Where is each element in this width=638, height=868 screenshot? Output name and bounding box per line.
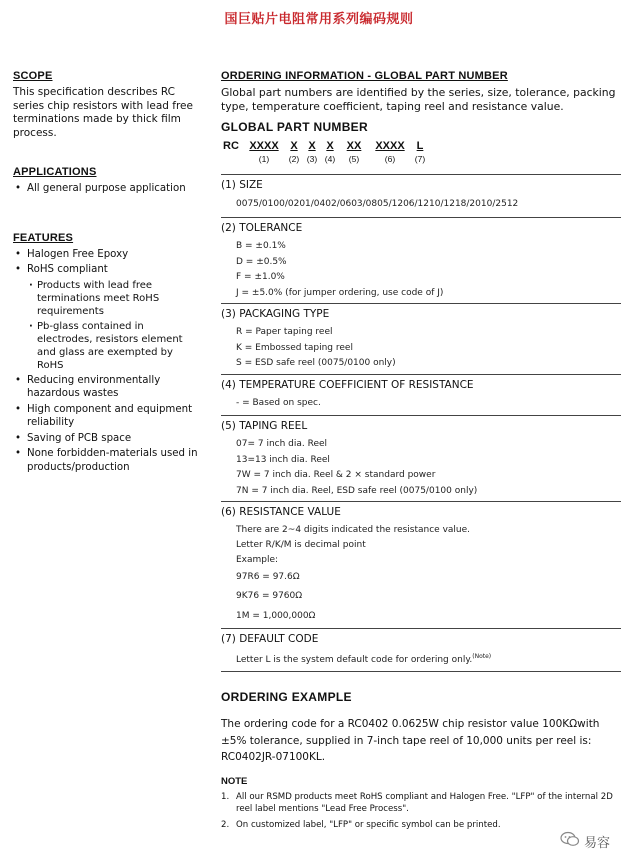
code-segment: X (3) bbox=[306, 140, 318, 164]
divider bbox=[221, 174, 621, 175]
list-item: • Reducing environmentally hazardous wastes bbox=[13, 374, 198, 401]
sub-list-item: · Products with lead free terminations meet RoHS requirements bbox=[27, 279, 198, 318]
list-item: • Halogen Free Epoxy bbox=[13, 248, 198, 262]
note-section bbox=[221, 776, 621, 832]
tolerance-item: F = ±1.0% bbox=[236, 272, 285, 282]
divider bbox=[221, 303, 621, 304]
divider bbox=[221, 628, 621, 629]
scope-heading: SCOPE bbox=[13, 70, 53, 82]
reel-item: 07= 7 inch dia. Reel bbox=[236, 439, 328, 449]
part-number-code bbox=[221, 140, 621, 170]
rohs-sublist bbox=[27, 279, 198, 372]
packaging-item: K = Embossed taping reel bbox=[236, 342, 353, 353]
sub-list-item: · Pb-glass contained in electrodes, resistors element and glass are exempted by RoHS bbox=[27, 320, 198, 372]
features-section bbox=[13, 232, 198, 475]
packaging-item: S = ESD safe reel (0075/0100 only) bbox=[236, 358, 396, 368]
reel-item: 7W = 7 inch dia. Reel & 2 × standard power bbox=[236, 470, 436, 480]
reel-title: (5) TAPING REEL bbox=[221, 420, 308, 432]
list-item: • High component and equipment reliability bbox=[13, 403, 198, 430]
default-code-title: (7) DEFAULT CODE bbox=[221, 633, 319, 645]
note-item: 1. All our RSMD products meet RoHS compliant and Halogen Free. "LFP" of the internal 2D reel label mentions "Lead Free Process". bbox=[221, 791, 613, 814]
notes-list bbox=[221, 791, 621, 832]
ordering-example-line: RC0402JR-07100KL. bbox=[221, 751, 326, 763]
resistance-item: 9K76 = 9760Ω bbox=[236, 591, 303, 601]
default-code-text: Letter L is the system default code for ordering only.$^{(Note)}$ bbox=[236, 653, 492, 665]
code-segment: L (7) bbox=[414, 140, 426, 164]
tolerance-item: D = ±0.5% bbox=[236, 256, 287, 267]
note-heading: NOTE bbox=[221, 775, 248, 787]
applications-heading: APPLICATIONS bbox=[13, 166, 97, 178]
list-item: • All general purpose application bbox=[13, 182, 198, 196]
divider bbox=[221, 374, 621, 375]
divider bbox=[221, 501, 621, 502]
resistance-title: (6) RESISTANCE VALUE bbox=[221, 506, 341, 518]
features-heading: FEATURES bbox=[13, 231, 74, 244]
left-column bbox=[13, 70, 198, 476]
size-title: (1) SIZE bbox=[221, 179, 263, 191]
ordering-example-heading: ORDERING EXAMPLE bbox=[221, 690, 352, 704]
list-item: • Saving of PCB space bbox=[13, 432, 198, 446]
page-title: 国巨贴片电阻常用系列编码规则 bbox=[224, 12, 414, 27]
list-item: • None forbidden-materials used in products/production bbox=[13, 447, 198, 474]
ordering-example-line: ±5% tolerance, supplied in 7-inch tape reel of 10,000 units per reel is: bbox=[221, 734, 592, 747]
watermark bbox=[560, 831, 610, 851]
resistance-item: Example: bbox=[236, 555, 279, 565]
size-value: 0075/0100/0201/0402/0603/0805/1206/1210/1218/2010/2512 bbox=[236, 199, 519, 209]
ordering-intro: Global part numbers are identified by the series, size, tolerance, packing type, temperature coefficient, taping reel and resistance value. bbox=[221, 86, 616, 113]
tcr-item: - = Based on spec. bbox=[236, 397, 321, 408]
divider bbox=[221, 671, 621, 672]
resistance-item: Letter R/K/M is decimal point bbox=[236, 540, 366, 550]
tolerance-title: (2) TOLERANCE bbox=[221, 222, 303, 234]
tolerance-item: B = ±0.1% bbox=[236, 241, 286, 251]
resistance-item: 97R6 = 97.6Ω bbox=[236, 572, 300, 582]
applications-list bbox=[13, 182, 198, 196]
code-segment: X (4) bbox=[324, 140, 336, 164]
tolerance-item: J = ±5.0% (for jumper ordering, use code of J) bbox=[236, 287, 444, 298]
right-column bbox=[221, 70, 621, 834]
reel-item: 13=13 inch dia. Reel bbox=[236, 454, 330, 465]
ordering-example-line: The ordering code for a RC0402 0.0625W chip resistor value 100KΩwith bbox=[221, 718, 600, 730]
code-segment: XX (5) bbox=[346, 140, 362, 164]
code-segment: XXXX (6) bbox=[375, 140, 405, 164]
divider bbox=[221, 217, 621, 218]
code-segment: XXXX (1) bbox=[249, 140, 279, 164]
resistance-item: 1M = 1,000,000Ω bbox=[236, 611, 316, 621]
packaging-item: R = Paper taping reel bbox=[236, 327, 333, 337]
ordering-heading: ORDERING INFORMATION - GLOBAL PART NUMBER bbox=[221, 70, 508, 82]
list-item-label: RoHS compliant bbox=[27, 264, 108, 275]
applications-section bbox=[13, 166, 198, 196]
resistance-item: There are 2~4 digits indicated the resistance value. bbox=[236, 525, 471, 535]
scope-text: This specification describes RC series chip resistors with lead free terminations made by thick film process. bbox=[13, 86, 193, 139]
note-ref: (Note) bbox=[472, 653, 492, 660]
code-segment: RC bbox=[223, 140, 239, 152]
reel-item: 7N = 7 inch dia. Reel, ESD safe reel (0075/0100 only) bbox=[236, 485, 478, 496]
divider bbox=[221, 415, 621, 416]
ordering-example-section bbox=[221, 690, 621, 766]
code-segment: X (2) bbox=[288, 140, 300, 164]
note-item: 2. On customized label, "LFP" or specific symbol can be printed. bbox=[221, 819, 501, 830]
packaging-title: (3) PACKAGING TYPE bbox=[221, 308, 330, 320]
global-part-number-title: GLOBAL PART NUMBER bbox=[221, 120, 368, 134]
wechat-icon bbox=[560, 831, 580, 851]
scope-section bbox=[13, 70, 198, 140]
tcr-title: (4) TEMPERATURE COEFFICIENT OF RESISTANCE bbox=[221, 378, 474, 391]
list-item bbox=[13, 263, 198, 372]
features-list bbox=[13, 248, 198, 475]
watermark-text: 易容 bbox=[584, 835, 611, 851]
